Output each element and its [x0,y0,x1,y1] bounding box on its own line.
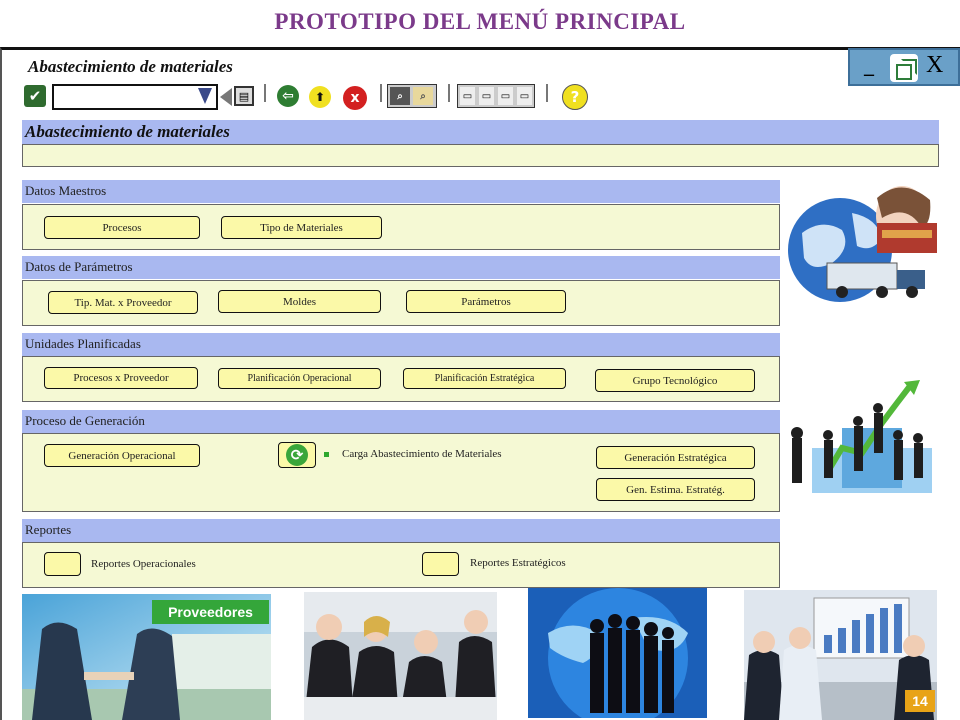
section-datos-maestros: Datos Maestros [22,180,780,203]
business-growth-image [782,378,942,508]
procesos-button[interactable]: Procesos [44,216,200,239]
help-icon[interactable]: ? [562,84,588,110]
main-header-panel [22,144,939,167]
last-page-icon[interactable]: ▭ [517,87,532,105]
tip-mat-proveedor-button[interactable]: Tip. Mat. x Proveedor [48,291,198,314]
proveedores-caption: Proveedores [152,600,269,624]
logistics-image [782,178,942,313]
page-nav-group [457,84,535,108]
close-button[interactable]: X [926,52,944,78]
find-icon[interactable]: ⌕ [390,87,410,105]
moldes-button[interactable]: Moldes [218,290,381,313]
section-unidades-planificadas: Unidades Planificadas [22,333,780,356]
refresh-icon: ⟳ [286,444,308,466]
cancel-icon[interactable]: x [343,86,367,110]
status-dot [324,452,329,457]
back-icon[interactable]: ⇦ [277,85,299,107]
toolbar-separator [380,84,382,102]
chevron-down-icon[interactable] [198,88,212,104]
first-page-icon[interactable]: ▭ [460,87,475,105]
section-proceso-generacion: Proceso de Generación [22,410,780,433]
window-controls [848,48,960,86]
reportes-estrategicos-label: Reportes Estratégicos [470,557,566,569]
next-page-icon[interactable]: ▭ [498,87,513,105]
generacion-estrategica-button[interactable]: Generación Estratégica [596,446,755,469]
minimize-button[interactable]: _ [864,56,874,78]
generacion-operacional-button[interactable]: Generación Operacional [44,444,200,467]
save-icon[interactable]: ▤ [234,86,254,106]
up-icon[interactable]: ⬆ [309,86,331,108]
reportes-operacionales-button[interactable] [44,552,81,576]
meeting-image [304,592,497,720]
tipo-materiales-button[interactable]: Tipo de Materiales [221,216,382,239]
gen-estima-estrategica-button[interactable]: Gen. Estima. Estratég. [596,478,755,501]
window-caption: Abastecimiento de materiales [28,57,233,76]
section-datos-parametros: Datos de Parámetros [22,256,780,279]
check-icon[interactable]: ✔ [24,85,46,107]
reportes-operacionales-label: Reportes Operacionales [91,558,196,570]
restore-icon[interactable] [890,54,918,82]
toolbar-separator [448,84,450,102]
main-header: Abastecimiento de materiales [22,120,939,144]
refresh-button[interactable] [278,442,316,468]
grupo-tecnologico-button[interactable]: Grupo Tecnológico [595,369,755,392]
proveedores-image [22,594,271,720]
procesos-proveedor-button[interactable]: Procesos x Proveedor [44,367,198,389]
globe-team-image [528,588,707,718]
planificacion-estrategica-button[interactable]: Planificación Estratégica [403,368,566,389]
carga-abastecimiento-label: Carga Abastecimiento de Materiales [342,448,502,460]
parametros-button[interactable]: Parámetros [406,290,566,313]
slide-title: PROTOTIPO DEL MENÚ PRINCIPAL [274,9,686,34]
reportes-estrategicos-button[interactable] [422,552,459,576]
page-number-badge: 14 [905,690,935,712]
toolbar-separator [264,84,266,102]
planificacion-operacional-button[interactable]: Planificación Operacional [218,368,381,389]
toolbar-separator [546,84,548,102]
section-reportes: Reportes [22,519,780,542]
find-group [387,84,437,108]
back-arrow-icon[interactable] [220,88,232,106]
command-field[interactable] [52,84,218,110]
prev-page-icon[interactable]: ▭ [479,87,494,105]
find-next-icon[interactable]: ⌕ [413,87,433,105]
